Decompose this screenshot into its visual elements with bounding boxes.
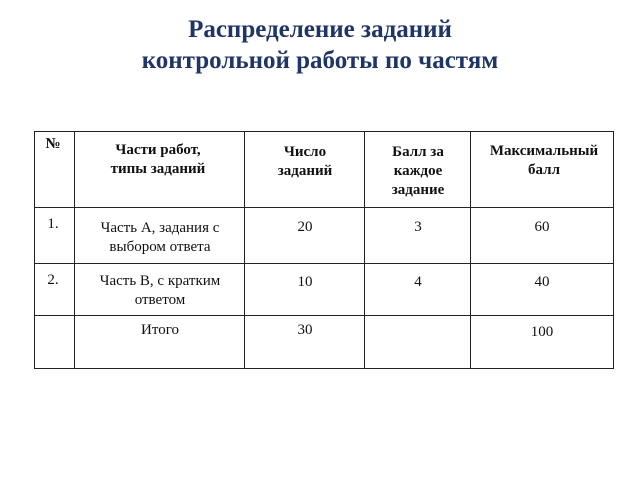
parts-table — [34, 131, 614, 369]
divider-h-col3-top — [364, 131, 470, 132]
row2-count: 10 — [297, 274, 313, 290]
divider-h-col1-top — [74, 131, 244, 132]
header-count: Число заданий — [277, 144, 333, 179]
divider-h-col2-top — [244, 131, 364, 132]
row3-part: Итого — [141, 322, 179, 338]
header-parts: Части работ, типы заданий — [110, 142, 206, 177]
row-separator-2 — [34, 263, 614, 264]
table-border-bottom — [34, 368, 614, 369]
divider-h-col4-top — [470, 131, 614, 132]
divider-v3 — [364, 131, 365, 369]
row1-part: Часть А, задания с выбором ответа — [100, 220, 220, 255]
divider-v1 — [74, 131, 75, 369]
divider-v4 — [470, 131, 471, 369]
header-points: Балл за каждое задание — [391, 144, 445, 198]
header-num: № — [45, 136, 61, 152]
row-separator-3 — [34, 315, 614, 316]
row2-part: Часть В, с кратким ответом — [99, 273, 221, 308]
row3-count: 30 — [297, 322, 313, 338]
row-separator-1 — [34, 207, 614, 208]
title-line-1: Распределение заданий — [188, 16, 452, 43]
row1-points: 3 — [414, 219, 422, 235]
page-title — [0, 14, 640, 76]
row2-max: 40 — [534, 274, 550, 290]
row1-max: 60 — [534, 219, 550, 235]
title-line-2: контрольной работы по частям — [141, 47, 499, 74]
table-border-top — [34, 131, 74, 132]
row3-max: 100 — [530, 324, 554, 340]
row1-count: 20 — [297, 219, 313, 235]
row2-num: 2. — [47, 272, 59, 288]
row2-points: 4 — [414, 274, 422, 290]
table-border-left — [34, 131, 35, 369]
header-max: Максимальный балл — [489, 143, 599, 178]
divider-v2 — [244, 131, 245, 369]
row1-num: 1. — [47, 216, 59, 232]
